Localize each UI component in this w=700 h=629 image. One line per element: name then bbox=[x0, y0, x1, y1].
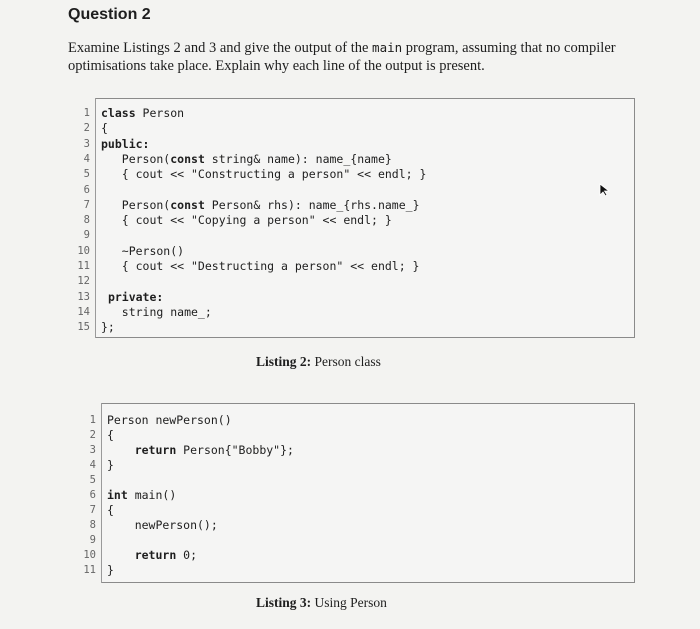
line-number: 8 bbox=[83, 214, 90, 227]
line-number: 10 bbox=[83, 549, 96, 561]
prompt-text-end: program, assuming that no compiler optimisations take place. Explain why each line of the output is present. bbox=[68, 40, 616, 74]
line-number: 11 bbox=[77, 260, 90, 272]
line-number: 6 bbox=[89, 489, 96, 501]
line-number: 3 bbox=[83, 137, 90, 150]
listing2-gutter-divider bbox=[95, 98, 96, 338]
line-number: 5 bbox=[83, 168, 90, 181]
line-number: 14 bbox=[77, 305, 90, 318]
code-text: private: bbox=[107, 289, 164, 304]
question-prompt bbox=[68, 39, 638, 75]
line-number: 4 bbox=[83, 152, 90, 165]
code-text: return Person{"Bobby"}; bbox=[134, 443, 294, 457]
line-number: 2 bbox=[89, 429, 96, 441]
listing2-caption-text: Person class bbox=[311, 354, 381, 369]
code-text: { cout << "Constructing a person" << endl; } bbox=[101, 167, 427, 182]
mouse-pointer-icon bbox=[599, 183, 611, 197]
line-number: 5 bbox=[89, 474, 96, 486]
code-text: Person newPerson() bbox=[107, 413, 232, 427]
code-text: } bbox=[107, 458, 114, 472]
line-number: 1 bbox=[89, 414, 96, 426]
listing3-caption-text: Using Person bbox=[311, 595, 387, 610]
line-number: 1 bbox=[83, 107, 90, 119]
code-text: class Person bbox=[101, 106, 185, 120]
code-text: ~Person() bbox=[101, 243, 185, 258]
line-number: 10 bbox=[77, 244, 90, 257]
prompt-code-main: main bbox=[372, 40, 403, 55]
line-number: 7 bbox=[83, 198, 90, 211]
code-text: { bbox=[107, 428, 114, 442]
code-text: Person(const Person& rhs): name_{rhs.name_} bbox=[101, 197, 420, 212]
listing3-gutter-divider bbox=[101, 403, 102, 583]
line-number: 2 bbox=[83, 122, 90, 135]
listing3-caption-label: Listing 3: bbox=[256, 595, 312, 610]
listing2-caption-label: Listing 2: bbox=[256, 354, 312, 369]
listing3-caption bbox=[256, 595, 387, 611]
line-number: 15 bbox=[77, 321, 90, 334]
question-title: Question 2 bbox=[68, 6, 151, 23]
listing2-caption bbox=[256, 354, 381, 370]
prompt-text-start: Examine Listings 2 and 3 and give the output of the bbox=[68, 40, 373, 56]
code-text: { cout << "Destructing a person" << endl; } bbox=[101, 259, 420, 273]
code-text: { cout << "Copying a person" << endl; } bbox=[101, 213, 392, 228]
line-number: 12 bbox=[77, 275, 90, 288]
code-text: public: bbox=[101, 136, 150, 151]
code-text: newPerson(); bbox=[107, 518, 218, 532]
code-text: { bbox=[101, 121, 108, 136]
code-text: string name_; bbox=[101, 304, 212, 319]
code-text: return 0; bbox=[134, 548, 198, 562]
line-number: 3 bbox=[89, 444, 96, 456]
code-text: { bbox=[107, 503, 114, 517]
code-text: } bbox=[107, 563, 114, 577]
line-number: 13 bbox=[77, 290, 90, 303]
line-number: 7 bbox=[89, 504, 96, 516]
line-number: 8 bbox=[89, 519, 96, 531]
code-text: }; bbox=[101, 320, 115, 335]
line-number: 11 bbox=[83, 564, 96, 576]
code-text: Person(const string& name): name_{name} bbox=[101, 151, 392, 166]
line-number: 9 bbox=[89, 534, 96, 546]
line-number: 9 bbox=[83, 229, 90, 242]
code-text: int main() bbox=[107, 488, 177, 502]
line-number: 6 bbox=[83, 183, 90, 196]
line-number: 4 bbox=[89, 459, 96, 471]
